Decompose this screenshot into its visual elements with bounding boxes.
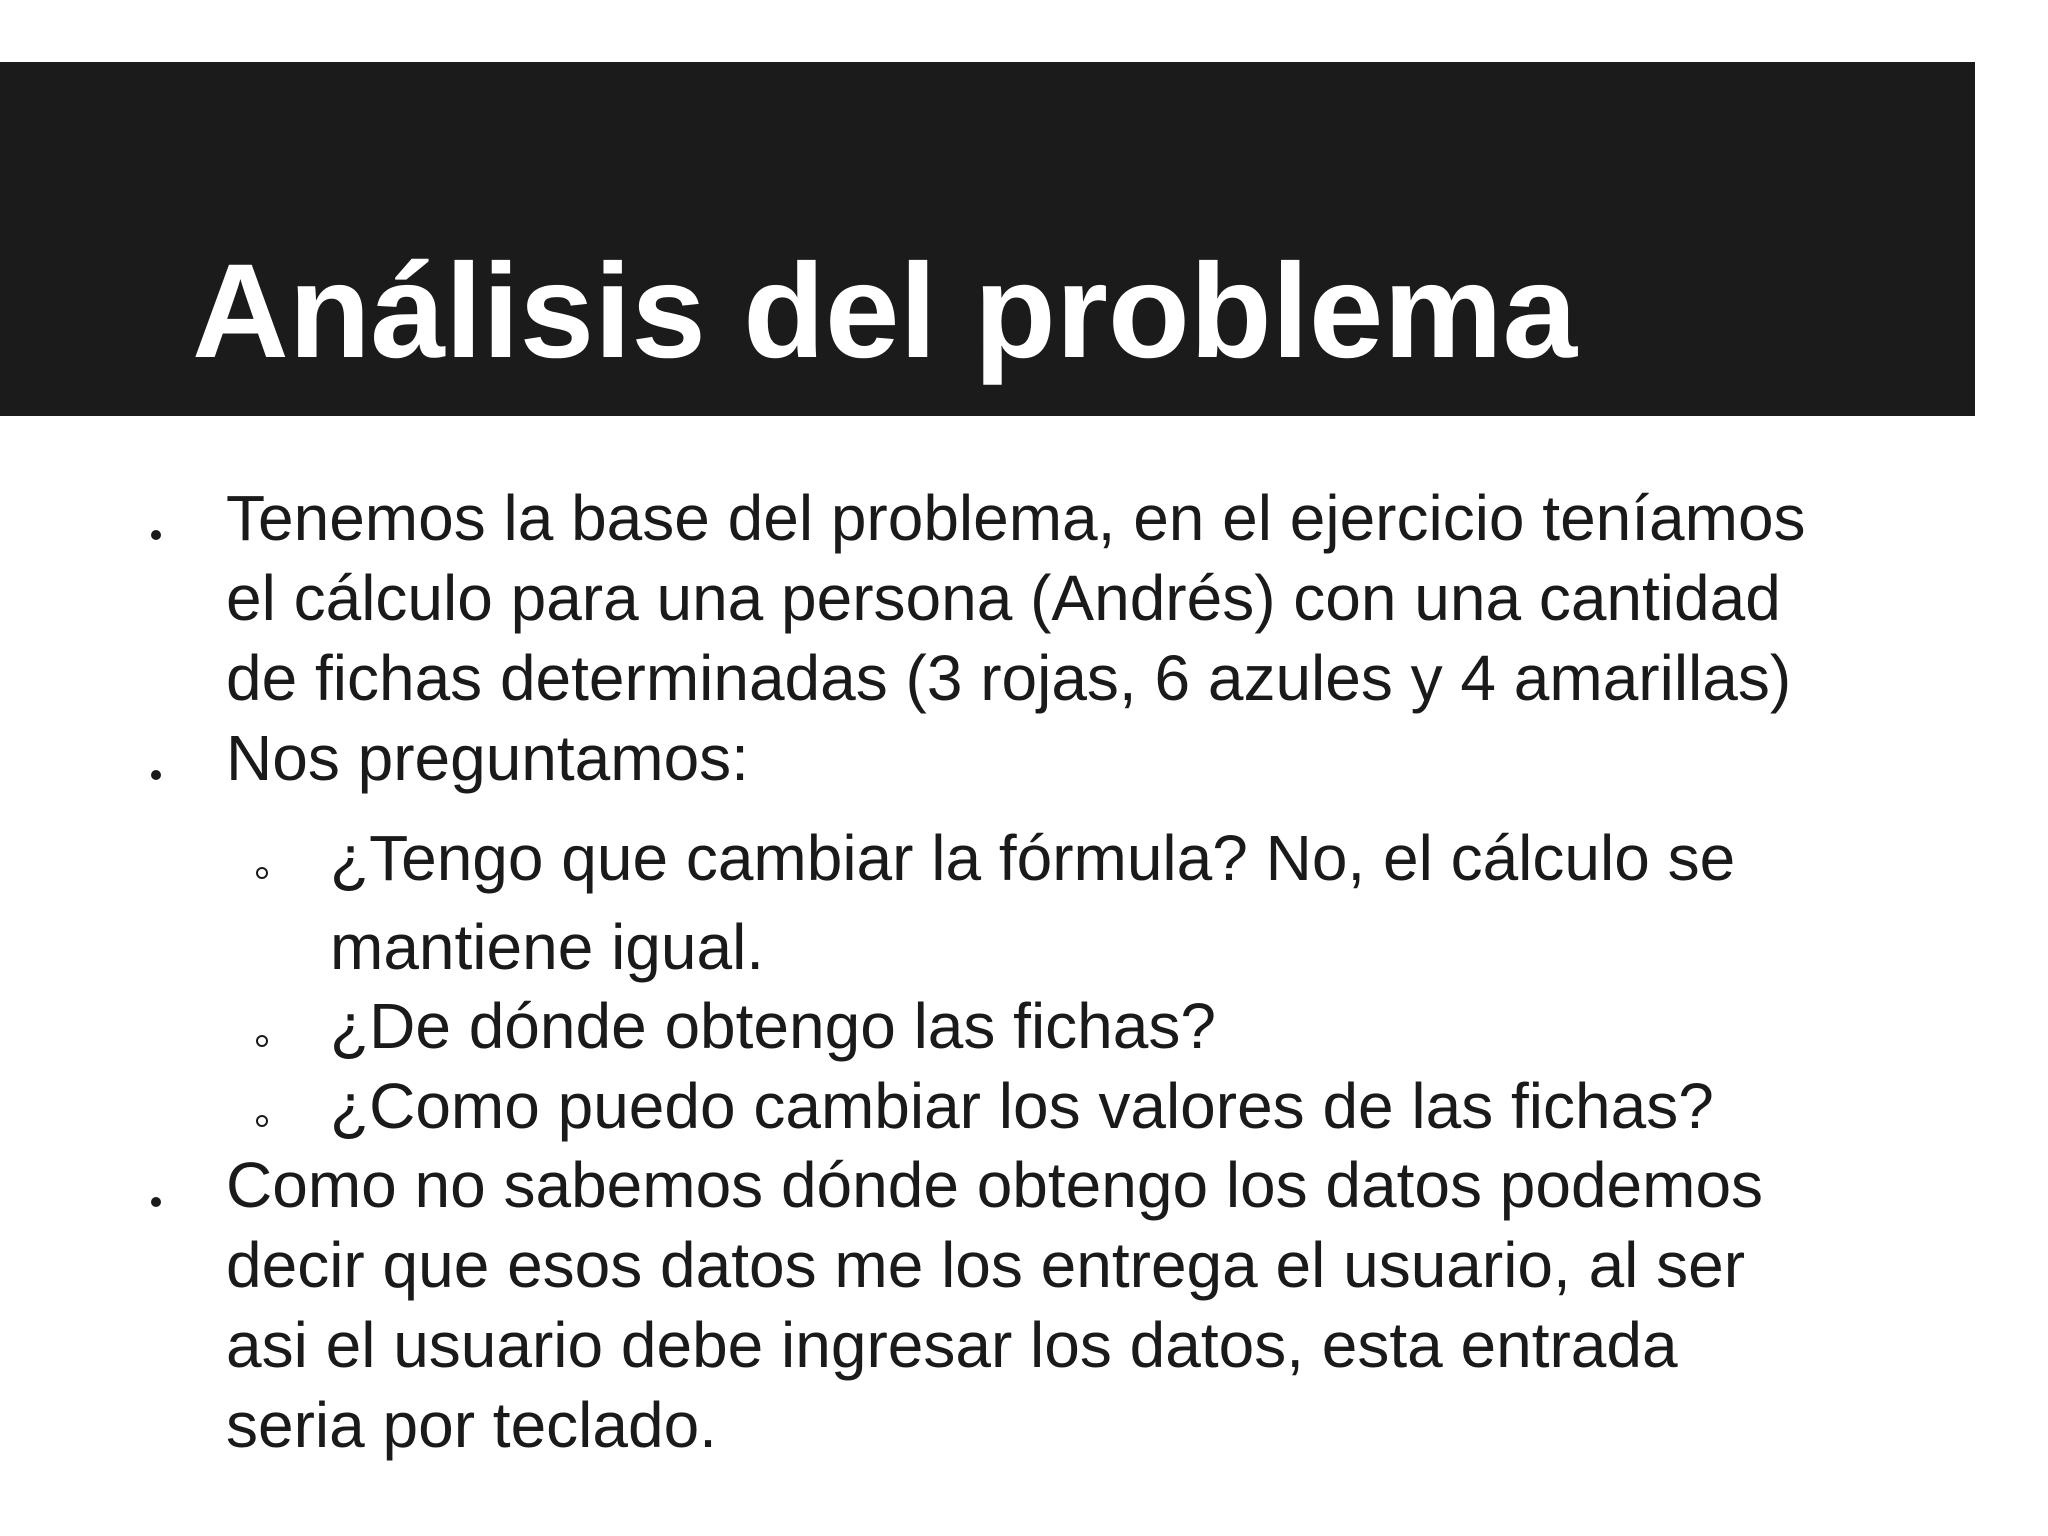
bullet-line: Nos preguntamos:	[226, 722, 749, 794]
circle-bullet-icon	[256, 1115, 268, 1127]
bullet-line: Tenemos la base del problema, en el ejercicio teníamos	[226, 482, 1806, 554]
bullet-line: seria por teclado.	[226, 1389, 717, 1461]
bullet-line: de fichas determinadas (3 rojas, 6 azules y 4 amarillas)	[226, 642, 1792, 714]
circle-bullet-icon	[256, 867, 268, 879]
slide-title: Análisis del problema	[192, 237, 1578, 386]
bullet-dot-icon	[151, 530, 161, 540]
bullet-line: decir que esos datos me los entrega el usuario, al ser	[226, 1229, 1746, 1301]
sub-bullet-line: ¿Como puedo cambiar los valores de las fichas?	[330, 1070, 1714, 1142]
sub-bullet-line: ¿De dónde obtengo las fichas?	[330, 990, 1216, 1062]
bullet-dot-icon	[151, 1197, 161, 1207]
circle-bullet-icon	[256, 1035, 268, 1047]
sub-bullet-line: ¿Tengo que cambiar la fórmula? No, el cálculo se	[330, 822, 1736, 894]
bullet-line: asi el usuario debe ingresar los datos, esta entrada	[226, 1309, 1678, 1381]
sub-bullet-line: mantiene igual.	[330, 911, 765, 983]
bullet-line: Como no sabemos dónde obtengo los datos podemos	[226, 1149, 1764, 1221]
bullet-dot-icon	[151, 770, 161, 780]
bullet-line: el cálculo para una persona (Andrés) con una cantidad	[226, 562, 1781, 634]
